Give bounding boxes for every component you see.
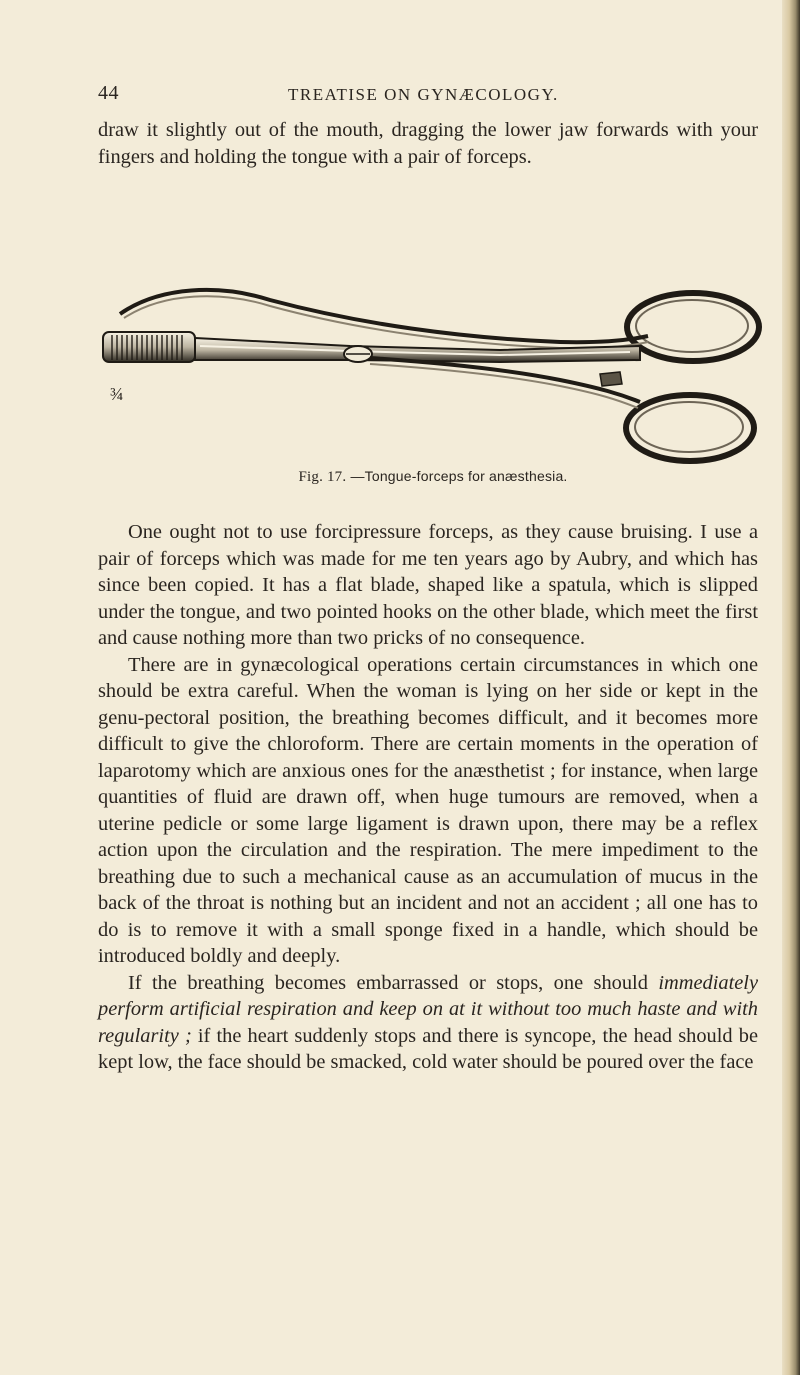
- paragraph-circumstances: There are in gynæcological operations certain circumstances in which one should be extra careful. When the woman is lying on her side or kept in the genu-pectoral position, the breathing becomes difficult, and it becomes more difficult to give the chloroform. There are certain moments in the operation of laparotomy which are anxious ones for the anæsthetist ; for instance, when large quantities of fluid are drawn off, when huge tumours are removed, when a uterine pedicle or some large ligament is drawn upon, there may be a reflex action upon the circulation and the respiration. The mere impediment to the breathing due to such a mechanical cause as an accumulation of mucus in the back of the throat is nothing but an incident and not an accident ; all one has to do is to remove it with a small sponge fixed in a handle, which should be introduced boldly and deeply.: [98, 653, 758, 967]
- figure-caption: [100, 468, 766, 486]
- body-text: [98, 519, 758, 1076]
- page-number: 44: [98, 82, 119, 104]
- figure-tongue-forceps: [100, 280, 766, 485]
- paragraph-forceps: One ought not to use forcipressure forceps, as they cause bruising. I use a pair of forceps which was made for me ten years ago by Aubry, and which has since been copied. It has a flat blade, shaped like a spatula, which is slipped under the tongue, and two pointed hooks on the other blade, which meet the first and cause nothing more than two pricks of no consequence.: [98, 521, 758, 649]
- paragraph-breathing: [98, 970, 758, 1076]
- figure-caption-text: —Tongue-forceps for anæsthesia.: [350, 468, 568, 484]
- scale-mark: ¾: [110, 384, 124, 404]
- tongue-forceps-illustration: [100, 280, 766, 465]
- page-edge: [782, 0, 800, 1375]
- intro-paragraph: draw it slightly out of the mouth, dragging the lower jaw forwards with your fingers and holding the tongue with a pair of forceps.: [98, 119, 758, 168]
- paragraph-breathing-start: If the breathing becomes embarrassed or stops, one should: [128, 971, 659, 994]
- running-title: TREATISE ON GYNÆCOLOGY.: [288, 85, 559, 104]
- figure-number: Fig. 17.: [298, 469, 347, 485]
- intro-text: [98, 117, 758, 170]
- page-header: [98, 82, 758, 108]
- paragraph-breathing-end: if the heart suddenly stops and there is syncope, the head should be kept low, the face should be smacked, cold water should be poured over the face: [98, 1024, 758, 1073]
- paragraph-breathing-italic: immediately perform artificial respiration and keep on at it without too much haste and with regularity ;: [98, 971, 758, 1047]
